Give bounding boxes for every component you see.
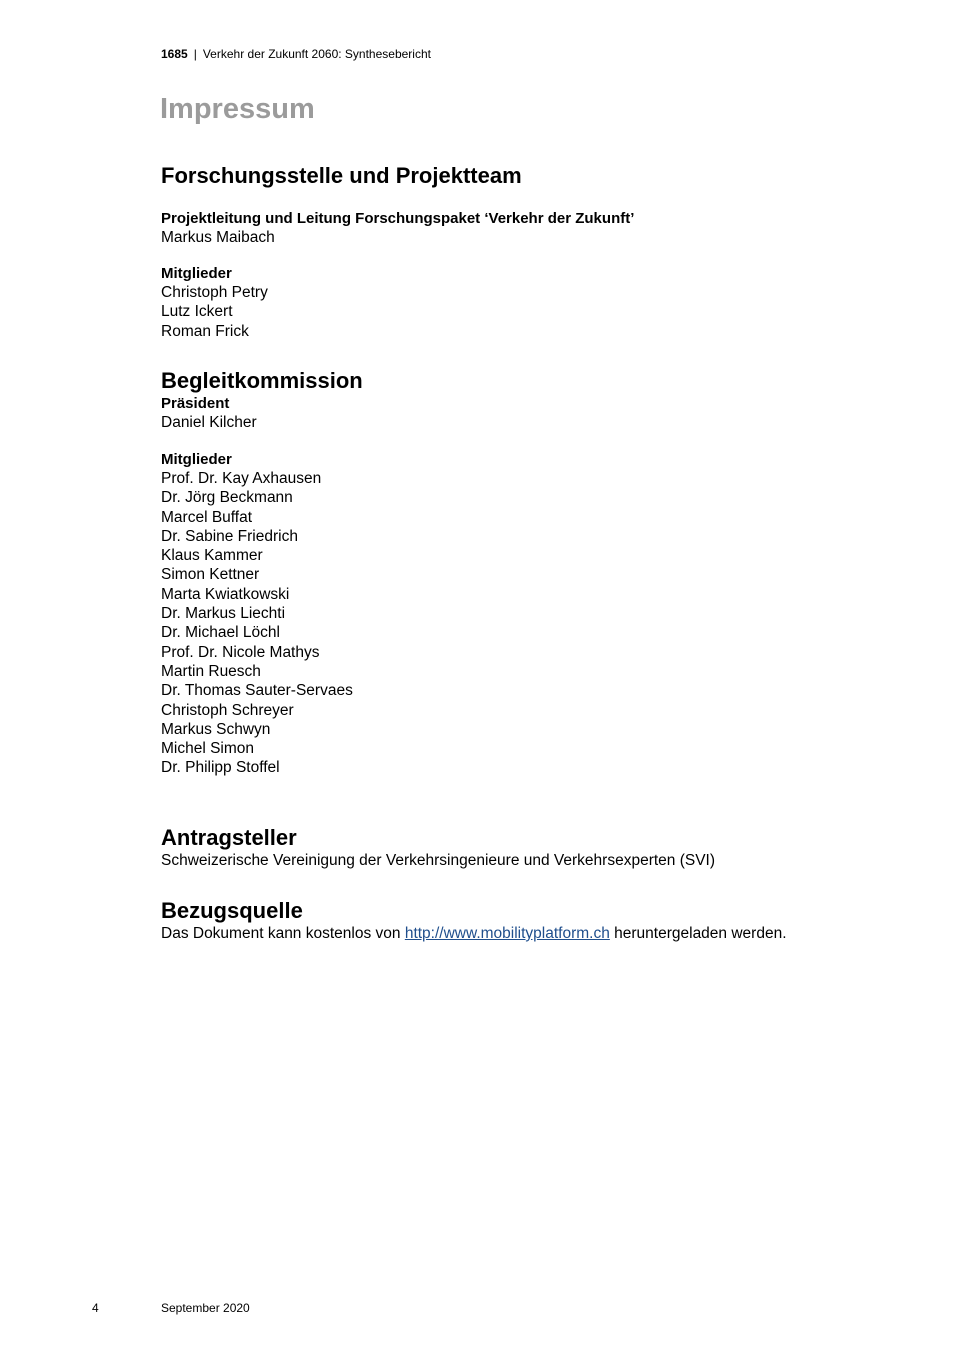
section-bezugsquelle bbox=[161, 898, 787, 943]
mobilityplatform-link[interactable]: http://www.mobilityplatform.ch bbox=[404, 925, 610, 942]
project-lead-name: Markus Maibach bbox=[161, 229, 275, 246]
commission-members-list bbox=[161, 469, 353, 778]
bezugsquelle-text-after: heruntergeladen werden. bbox=[609, 925, 787, 942]
section-heading-antragsteller: Antragsteller bbox=[161, 825, 297, 850]
commission-member-name: Marta Kwiatkowski bbox=[161, 585, 290, 603]
commission-member-name: Michel Simon bbox=[161, 740, 255, 758]
commission-member-name: Dr. Philipp Stoffel bbox=[161, 759, 280, 777]
publication-date: September 2020 bbox=[161, 1301, 250, 1315]
commission-member-name: Dr. Jörg Beckmann bbox=[161, 489, 293, 507]
section-antragsteller bbox=[161, 825, 715, 870]
president-label: Präsident bbox=[161, 395, 230, 412]
commission-members-block bbox=[161, 450, 353, 778]
project-members-list bbox=[161, 283, 268, 341]
commission-member-name: Christoph Schreyer bbox=[161, 701, 294, 719]
commission-member-name: Dr. Markus Liechti bbox=[161, 605, 286, 623]
report-number: 1685 bbox=[161, 47, 188, 61]
commission-member-name: Simon Kettner bbox=[161, 566, 260, 584]
page-title: Impressum bbox=[160, 93, 315, 125]
project-members-block bbox=[161, 264, 268, 341]
section-forschungsstelle bbox=[161, 163, 522, 189]
project-member-name: Lutz Ickert bbox=[161, 303, 233, 321]
page-number: 4 bbox=[92, 1301, 99, 1315]
commission-member-name: Klaus Kammer bbox=[161, 547, 263, 565]
project-member-name: Christoph Petry bbox=[161, 284, 268, 301]
section-begleitkommission bbox=[161, 368, 363, 432]
commission-member-name: Prof. Dr. Kay Axhausen bbox=[161, 470, 322, 487]
header-separator: | bbox=[193, 47, 197, 61]
commission-members-label: Mitglieder bbox=[161, 451, 232, 468]
section-heading-forschungsstelle: Forschungsstelle und Projektteam bbox=[161, 163, 522, 188]
section-heading-bezugsquelle: Bezugsquelle bbox=[161, 898, 303, 923]
antragsteller-text: Schweizerische Vereinigung der Verkehrsingenieure und Verkehrsexperten (SVI) bbox=[161, 852, 716, 869]
project-members-label: Mitglieder bbox=[161, 265, 232, 282]
section-heading-begleitkommission: Begleitkommission bbox=[161, 368, 363, 393]
commission-member-name: Dr. Sabine Friedrich bbox=[161, 527, 298, 545]
president-name: Daniel Kilcher bbox=[161, 414, 257, 431]
project-lead-label: Projektleitung und Leitung Forschungspaket ‘Verkehr der Zukunft’ bbox=[161, 210, 635, 227]
project-lead-block bbox=[161, 209, 634, 247]
commission-member-name: Dr. Michael Löchl bbox=[161, 624, 280, 642]
commission-member-name: Dr. Thomas Sauter-Servaes bbox=[161, 682, 353, 700]
bezugsquelle-text-before: Das Dokument kann kostenlos von bbox=[161, 925, 405, 942]
project-member-name: Roman Frick bbox=[161, 322, 249, 340]
commission-member-name: Markus Schwyn bbox=[161, 720, 271, 738]
commission-member-name: Martin Ruesch bbox=[161, 662, 261, 680]
bezugsquelle-text bbox=[161, 924, 787, 943]
commission-member-name: Marcel Buffat bbox=[161, 508, 253, 526]
running-header bbox=[161, 46, 431, 62]
report-title: Verkehr der Zukunft 2060: Synthesebericht bbox=[202, 47, 431, 61]
commission-member-name: Prof. Dr. Nicole Mathys bbox=[161, 643, 320, 661]
